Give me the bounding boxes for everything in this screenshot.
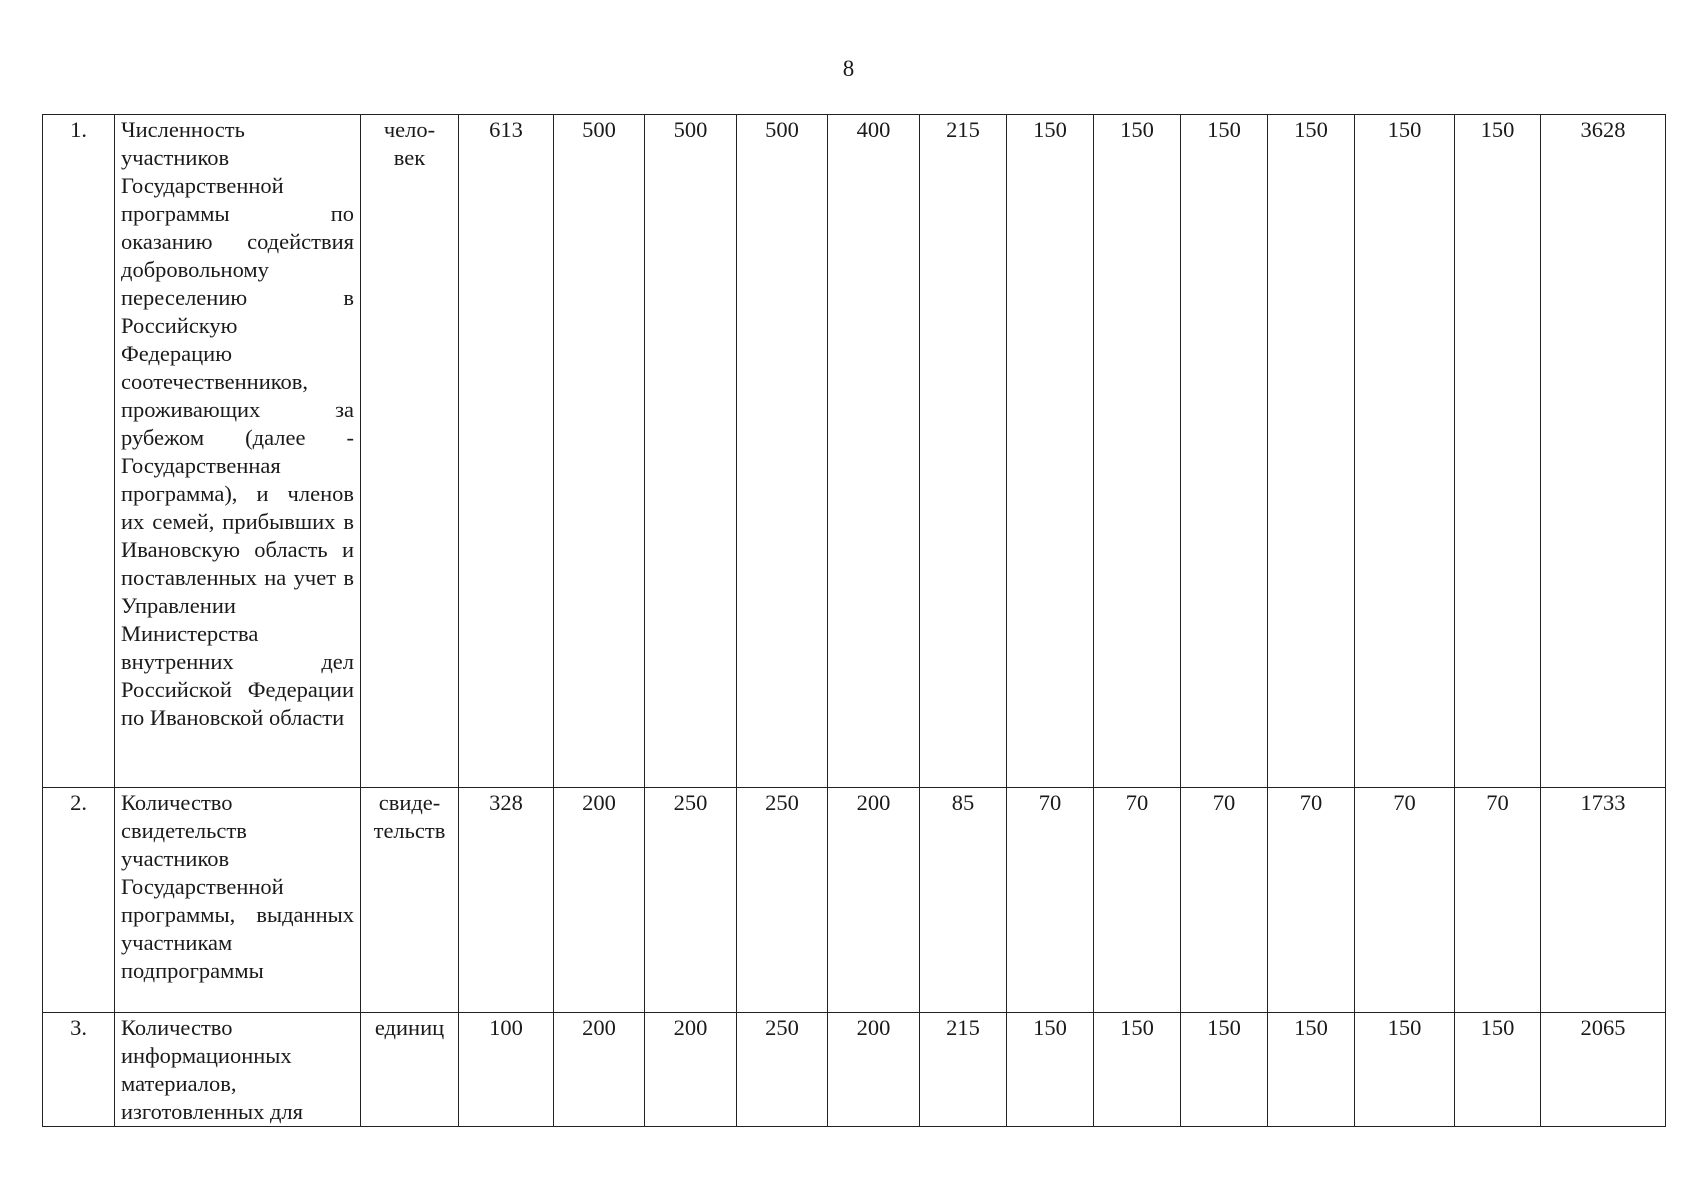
total-cell: 2065 [1541,1013,1666,1127]
value-cell: 200 [554,788,645,1013]
value-cell: 100 [459,1013,554,1127]
value-cell: 250 [645,788,737,1013]
indicator-description-cell: Численность участников Государственной программы по оказанию содействия добровольному переселению в Российскую Федерацию соотечественников, проживающих за рубежом (далее - Государственная программа), и членов их семей, прибывших в Ивановскую область и поставленных на учет в Управлении Министерства внутренних дел Российской Федерации по Ивановской области [115,115,361,788]
value-cell: 150 [1007,115,1094,788]
value-cell: 70 [1268,788,1355,1013]
value-cell: 500 [645,115,737,788]
value-cell: 70 [1455,788,1541,1013]
value-cell: 150 [1355,1013,1455,1127]
indicator-description-cell: Количество информационных материалов, изготовленных для [115,1013,361,1127]
value-cell: 150 [1094,115,1181,788]
value-cell: 500 [554,115,645,788]
value-cell: 150 [1094,1013,1181,1127]
value-cell: 70 [1094,788,1181,1013]
row-number-cell: 1. [43,115,115,788]
value-cell: 150 [1181,1013,1268,1127]
value-cell: 200 [645,1013,737,1127]
row-number-cell: 3. [43,1013,115,1127]
page-number: 8 [842,56,855,81]
table-row [43,788,1666,1013]
value-cell: 200 [554,1013,645,1127]
total-cell: 3628 [1541,115,1666,788]
value-cell: 85 [920,788,1007,1013]
value-cell: 70 [1007,788,1094,1013]
value-cell: 250 [737,1013,828,1127]
value-cell: 250 [737,788,828,1013]
value-cell: 150 [1268,115,1355,788]
value-cell: 200 [828,1013,920,1127]
value-cell: 215 [920,1013,1007,1127]
row-number-cell: 2. [43,788,115,1013]
unit-cell: единиц [361,1013,459,1127]
value-cell: 328 [459,788,554,1013]
value-cell: 150 [1007,1013,1094,1127]
value-cell: 200 [828,788,920,1013]
value-cell: 150 [1455,115,1541,788]
value-cell: 150 [1455,1013,1541,1127]
value-cell: 150 [1268,1013,1355,1127]
value-cell: 500 [737,115,828,788]
value-cell: 613 [459,115,554,788]
unit-cell: свиде- тельств [361,788,459,1013]
table-row [43,1013,1666,1127]
value-cell: 70 [1355,788,1455,1013]
value-cell: 150 [1181,115,1268,788]
unit-cell: чело- век [361,115,459,788]
total-cell: 1733 [1541,788,1666,1013]
value-cell: 70 [1181,788,1268,1013]
value-cell: 150 [1355,115,1455,788]
table-row [43,115,1666,788]
indicator-description-cell: Количество свидетельств участников Государственной программы, выданных участникам подпрограммы [115,788,361,1013]
value-cell: 215 [920,115,1007,788]
indicators-table [42,114,1666,1127]
value-cell: 400 [828,115,920,788]
